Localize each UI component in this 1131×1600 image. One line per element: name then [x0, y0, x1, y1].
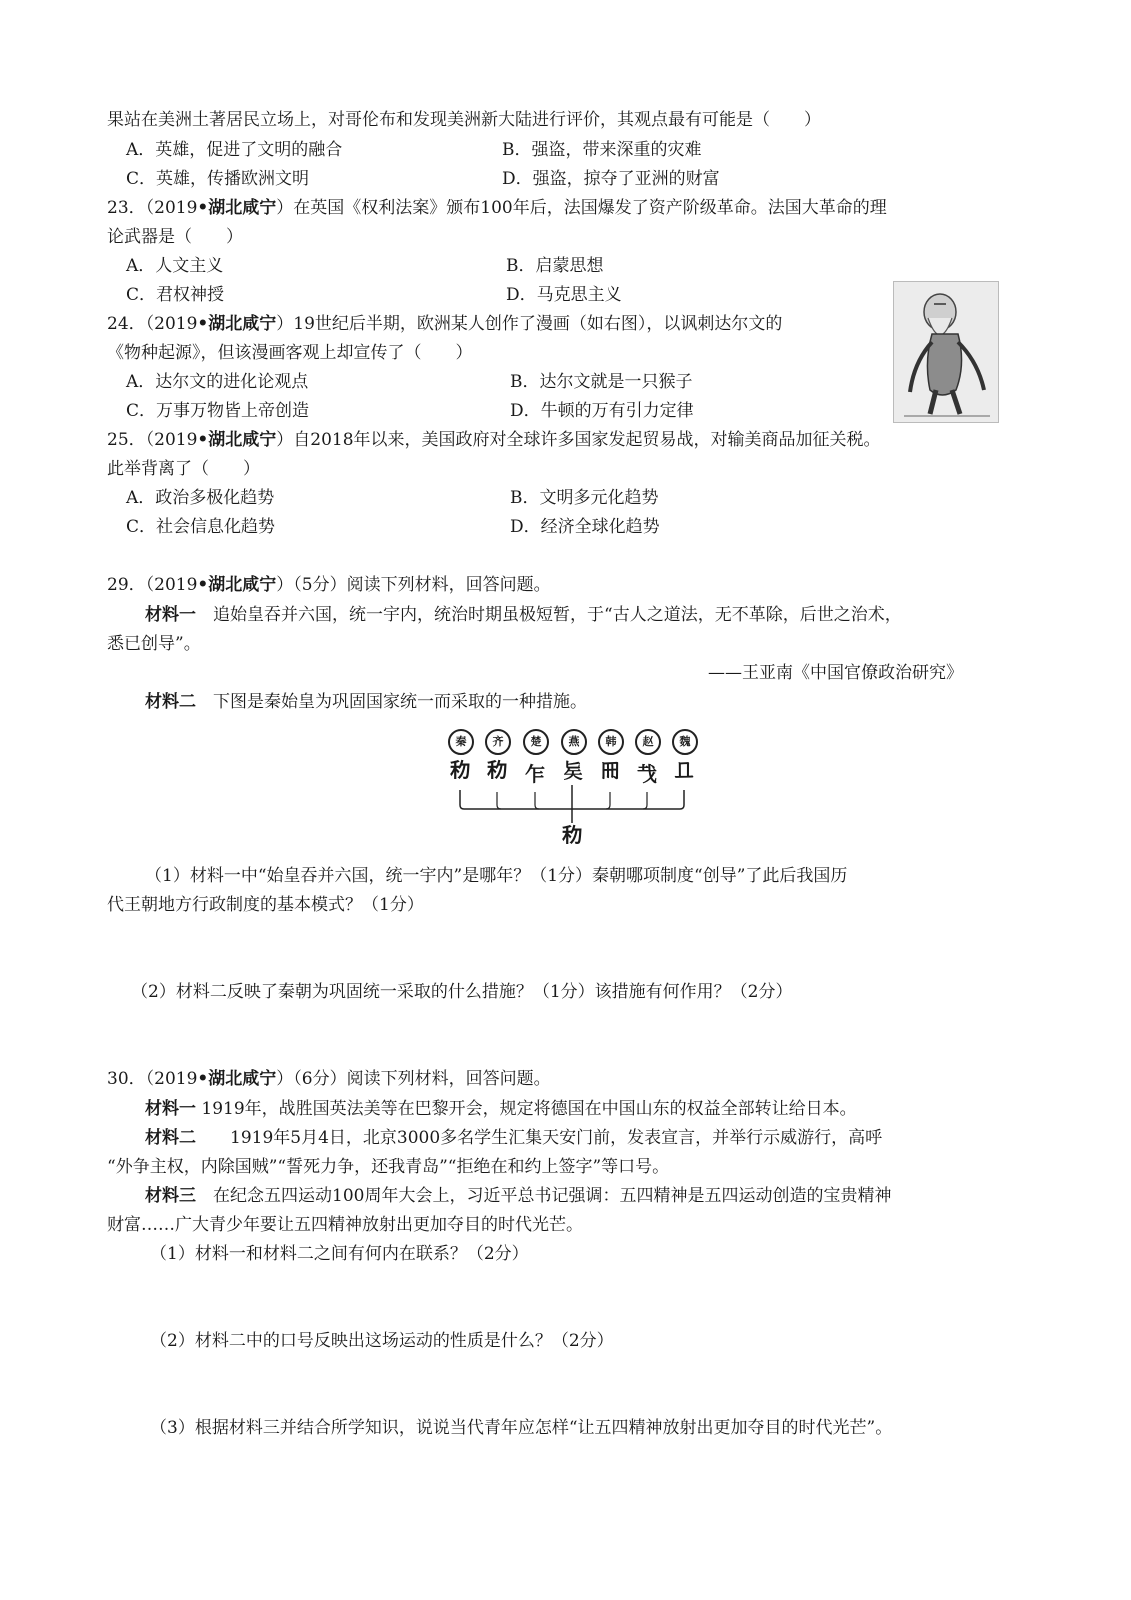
q30-material-1 [145, 1097, 857, 1121]
q23-number: 23．（2019 [107, 198, 198, 218]
q30-m2-label: 材料二 [145, 1128, 196, 1148]
darwin-cartoon-image [893, 281, 999, 423]
q22-stem: 果站在美洲土著居民立场上，对哥伦布和发现美洲新大陆进行评价，其观点最有可能是（ ） [107, 110, 821, 130]
q24-stem-text: ）19世纪后半期，欧洲某人创作了漫画（如右图），以讽刺达尔文的 [276, 314, 783, 334]
q30-m3-text: 在纪念五四运动100周年大会上，习近平总书记强调：五四精神是五四运动创造的宝贵精神 [213, 1186, 892, 1206]
q30-m3-label: 材料三 [145, 1186, 196, 1206]
q30-stem [107, 1067, 551, 1091]
q22-option-b[interactable]: B．强盗，带来深重的灾难 [502, 140, 702, 160]
q29-material-1 [145, 603, 902, 627]
q29-m1-text: 追始皇吞并六国，统一宇内，统治时期虽极短暂，于“古人之道法，无不革除，后世之治术， [213, 605, 902, 625]
q30-sub3: （3）根据材料三并结合所学知识，说说当代青年应怎样“让五四精神放射出更加夺目的时代光芒”。 [150, 1418, 893, 1438]
state-seal-han: 韩 [598, 729, 624, 755]
q29-m1-text-line2: 悉已创导”。 [107, 634, 201, 654]
state-seal-yan: 燕 [561, 729, 587, 755]
q29-number: 29．（2019 [107, 575, 198, 595]
q25-option-c[interactable]: C．社会信息化趋势 [126, 517, 276, 537]
q30-m1-text: 1919年，战胜国英法美等在巴黎开会，规定将德国在中国山东的权益全部转让给日本。 [201, 1099, 857, 1119]
glyph-yan: 𠤕 [563, 759, 583, 783]
glyph-zhao: 𢦏 [637, 762, 657, 786]
state-seal-zhao: 赵 [635, 729, 661, 755]
q29-m2-label: 材料二 [145, 692, 196, 712]
q25-stem [107, 428, 881, 452]
state-seal-chu: 楚 [523, 729, 549, 755]
script-unification-diagram [440, 725, 710, 855]
q24-option-d[interactable]: D．牛顿的万有引力定律 [510, 401, 694, 421]
q29-m2-text: 下图是秦始皇为巩固国家统一而采取的一种措施。 [213, 692, 587, 712]
glyph-chu: 乍 [525, 762, 545, 786]
q24-source: •湖北咸宁 [197, 314, 277, 334]
q25-stem-text: ）自2018年以来，美国政府对全球许多国家发起贸易战，对输美商品加征关税。 [276, 430, 881, 450]
q30-sub1: （1）材料一和材料二之间有何内在联系？（2分） [150, 1244, 529, 1264]
q30-material-3 [145, 1184, 891, 1208]
q23-option-d[interactable]: D．马克思主义 [506, 285, 622, 305]
q29-head: ）（5分）阅读下列材料，回答问题。 [276, 575, 551, 595]
q23-option-b[interactable]: B．启蒙思想 [506, 256, 604, 276]
q22-option-d[interactable]: D．强盗，掠夺了亚洲的财富 [502, 169, 720, 189]
q25-stem-line2: 此举背离了（ ） [107, 459, 260, 479]
q30-m2-text-line2: “外争主权，内除国贼”“誓死力争，还我青岛”“拒绝在和约上签字”等口号。 [107, 1157, 670, 1177]
state-seal-wei: 魏 [672, 729, 698, 755]
q24-option-a[interactable]: A．达尔文的进化论观点 [126, 372, 309, 392]
q25-option-d[interactable]: D．经济全球化趋势 [510, 517, 660, 537]
glyph-han: 𠕁 [600, 758, 620, 782]
q30-head: ）（6分）阅读下列材料，回答问题。 [276, 1069, 551, 1089]
q24-number: 24．（2019 [107, 314, 198, 334]
q25-source: •湖北咸宁 [197, 430, 277, 450]
q29-m1-label: 材料一 [145, 605, 196, 625]
q30-number: 30．（2019 [107, 1069, 198, 1089]
state-seal-qin: 秦 [448, 729, 474, 755]
glyph-wei: 𠀃 [674, 758, 694, 782]
q25-number: 25．（2019 [107, 430, 198, 450]
glyph-unified-qin: 𥝢 [562, 823, 582, 847]
q24-stem [107, 312, 782, 336]
q23-option-a[interactable]: A．人文主义 [126, 256, 224, 276]
q30-source: •湖北咸宁 [197, 1069, 277, 1089]
q23-stem-line2: 论武器是（ ） [107, 227, 243, 247]
q29-source: •湖北咸宁 [197, 575, 277, 595]
q23-source: •湖北咸宁 [197, 198, 277, 218]
q23-option-c[interactable]: C．君权神授 [126, 285, 225, 305]
q25-option-b[interactable]: B．文明多元化趋势 [510, 488, 659, 508]
q24-option-b[interactable]: B．达尔文就是一只猴子 [510, 372, 693, 392]
q29-m1-source: ——王亚南《中国官僚政治研究》 [708, 663, 963, 683]
q24-stem-line2: 《物种起源》，但该漫画客观上却宣传了（ ） [107, 343, 473, 363]
q30-m1-label: 材料一 [145, 1099, 196, 1119]
q29-sub1: （1）材料一中“始皇吞并六国，统一宇内”是哪年？（1分）秦朝哪项制度“创导”了此后我国历 [145, 866, 848, 886]
q29-stem [107, 573, 551, 597]
q30-m2-text: 1919年5月4日，北京3000多名学生汇集天安门前，发表宣言，并举行示威游行，高呼 [230, 1128, 883, 1148]
q25-option-a[interactable]: A．政治多极化趋势 [126, 488, 275, 508]
glyph-qi: 𥝢 [487, 758, 507, 782]
q23-stem [107, 196, 887, 220]
q30-m3-text-line2: 财富……广大青少年要让五四精神放射出更加夺目的时代光芒。 [107, 1215, 583, 1235]
q23-stem-text: ）在英国《权利法案》颁布100年后，法国爆发了资产阶级革命。法国大革命的理 [276, 198, 887, 218]
q29-material-2 [145, 690, 587, 714]
glyph-qin: 𥝢 [450, 758, 470, 782]
q22-option-c[interactable]: C．英雄，传播欧洲文明 [126, 169, 310, 189]
q29-sub1-line2: 代王朝地方行政制度的基本模式？（1分） [107, 895, 424, 915]
q22-option-a[interactable]: A．英雄，促进了文明的融合 [126, 140, 343, 160]
q24-option-c[interactable]: C．万事万物皆上帝创造 [126, 401, 310, 421]
q29-sub2: （2）材料二反映了秦朝为巩固统一采取的什么措施？（1分）该措施有何作用？（2分） [131, 982, 793, 1002]
q30-material-2 [145, 1126, 882, 1150]
state-seal-qi: 齐 [485, 729, 511, 755]
q30-sub2: （2）材料二中的口号反映出这场运动的性质是什么？（2分） [150, 1331, 614, 1351]
